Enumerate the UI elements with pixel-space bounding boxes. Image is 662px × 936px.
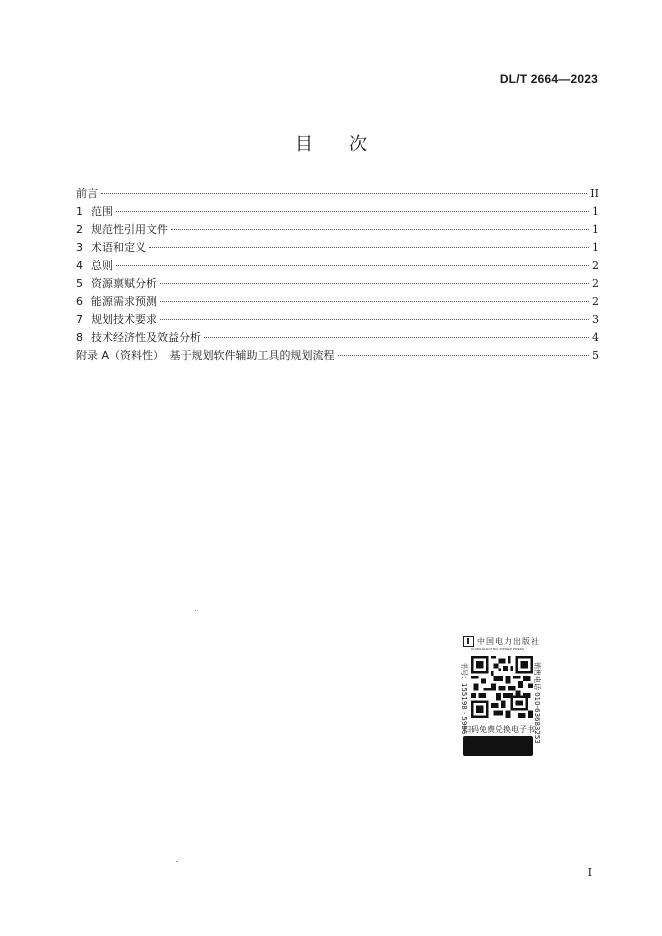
toc-entry-page: 1	[592, 205, 599, 218]
table-of-contents	[76, 185, 599, 365]
toc-entry-label: 资源禀赋分析	[91, 277, 157, 290]
toc-entry-label: 术语和定义	[91, 241, 146, 254]
toc-entry-number: 1	[76, 205, 83, 218]
toc-entry-page: II	[590, 187, 599, 200]
toc-entry-page: 4	[592, 331, 599, 344]
toc-entry-label: 能源需求预测	[91, 295, 157, 308]
toc-entry-label: 规划技术要求	[91, 313, 157, 326]
toc-entry[interactable]	[76, 221, 599, 239]
toc-entry-label: 前言	[76, 187, 98, 200]
toc-entry[interactable]	[76, 239, 599, 257]
toc-entry-number: 4	[76, 259, 83, 272]
toc-leader	[116, 211, 589, 212]
toc-entry-page: 2	[592, 277, 599, 290]
toc-entry-page: 2	[592, 259, 599, 272]
toc-entry[interactable]	[76, 185, 599, 203]
toc-entry-page: 2	[592, 295, 599, 308]
publisher-header	[463, 634, 549, 648]
toc-leader	[171, 229, 589, 230]
toc-entry-number: 2	[76, 223, 83, 236]
toc-entry-label: 附录 A（资料性） 基于规划软件辅助工具的规划流程	[76, 349, 335, 362]
toc-title: 目 次	[295, 134, 367, 155]
toc-entry-number: 6	[76, 295, 83, 308]
toc-entry-label: 范围	[91, 205, 113, 218]
toc-entry-label: 规范性引用文件	[91, 223, 168, 236]
publisher-name-en: CHINA ELECTRIC POWER PRESS	[471, 647, 525, 651]
sales-phone: 销售电话 010-63683253	[533, 662, 541, 744]
qr-code-icon[interactable]	[471, 656, 533, 718]
toc-entry[interactable]	[76, 329, 599, 347]
scratch-off-panel[interactable]	[463, 736, 533, 756]
standard-number: DL/T 2664—2023	[499, 72, 598, 86]
qr-caption: 扫码免费兑换电子书	[463, 725, 535, 734]
page-number: I	[587, 866, 592, 879]
scan-speck	[176, 861, 177, 862]
toc-entry-number: 3	[76, 241, 83, 254]
toc-entry[interactable]	[76, 311, 599, 329]
toc-entry-number: 5	[76, 277, 83, 290]
toc-entry-label: 技术经济性及效益分析	[91, 331, 201, 344]
toc-entry[interactable]	[76, 293, 599, 311]
toc-entry[interactable]	[76, 203, 599, 221]
toc-leader	[338, 355, 589, 356]
toc-entry-page: 1	[592, 223, 599, 236]
toc-leader	[160, 319, 589, 320]
toc-entry[interactable]	[76, 347, 599, 365]
publisher-qr-sticker	[459, 634, 549, 758]
toc-entry[interactable]	[76, 275, 599, 293]
toc-entry[interactable]	[76, 257, 599, 275]
book-number: 书号：155198 · 5986	[460, 662, 468, 735]
toc-entry-label: 总则	[91, 259, 113, 272]
toc-leader	[204, 337, 589, 338]
toc-entry-page: 3	[592, 313, 599, 326]
publisher-logo-icon	[463, 636, 474, 647]
toc-leader	[101, 193, 587, 194]
publisher-name: 中国电力出版社	[477, 636, 540, 646]
toc-leader	[160, 283, 589, 284]
toc-leader	[160, 301, 589, 302]
scan-speck	[195, 610, 196, 611]
toc-leader	[116, 265, 589, 266]
toc-entry-number: 7	[76, 313, 83, 326]
toc-entry-number: 8	[76, 331, 83, 344]
toc-entry-page: 1	[592, 241, 599, 254]
toc-leader	[149, 247, 589, 248]
toc-entry-page: 5	[592, 349, 599, 362]
